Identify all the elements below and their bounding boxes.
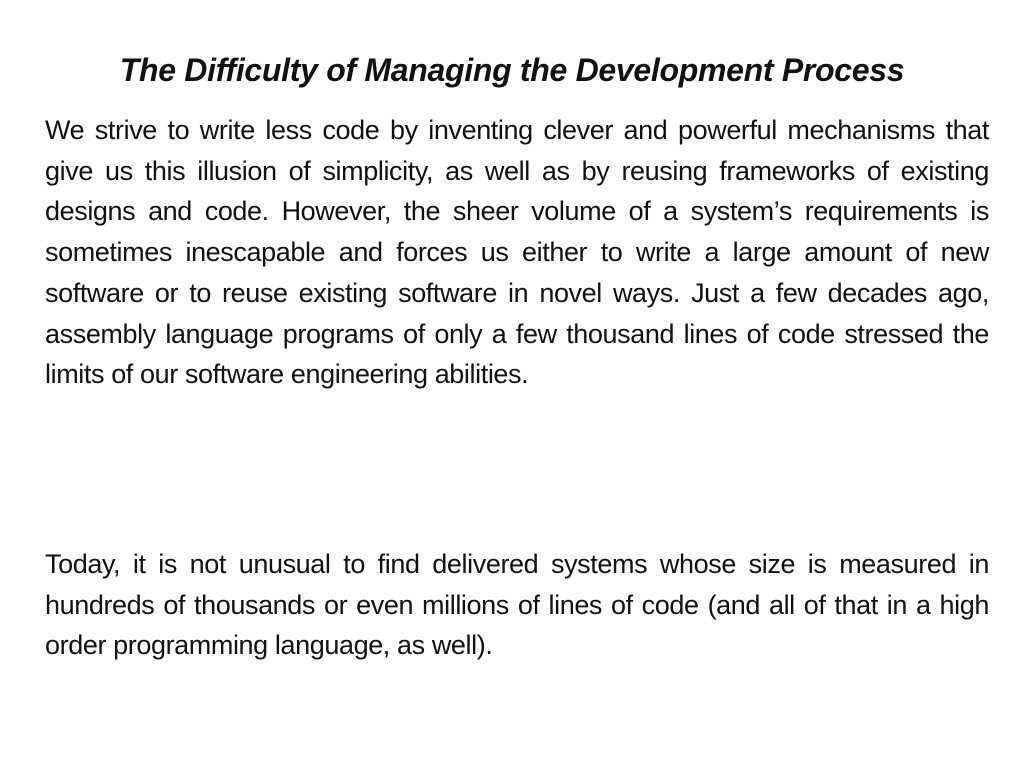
body-paragraph-2: Today, it is not unusual to find delivered systems whose size is measured in hundreds of thousands or even millions of lines of code (and all of that in a high order programming language, as well). bbox=[45, 549, 989, 661]
body-paragraph-1: We strive to write less code by inventing clever and powerful mechanisms that give us this illusion of simplicity, as well as by reusing frameworks of existing designs and code. However, the sheer volume of a system’s requirements is sometimes inescapable and forces us either to write a large amount of new software or to reuse existing software in novel ways. Just a few decades ago, assembly language programs of only a few thousand lines of code stressed the limits of our software engineering abilities. bbox=[45, 115, 989, 390]
slide-title: The Difficulty of Managing the Development Process bbox=[119, 52, 905, 88]
